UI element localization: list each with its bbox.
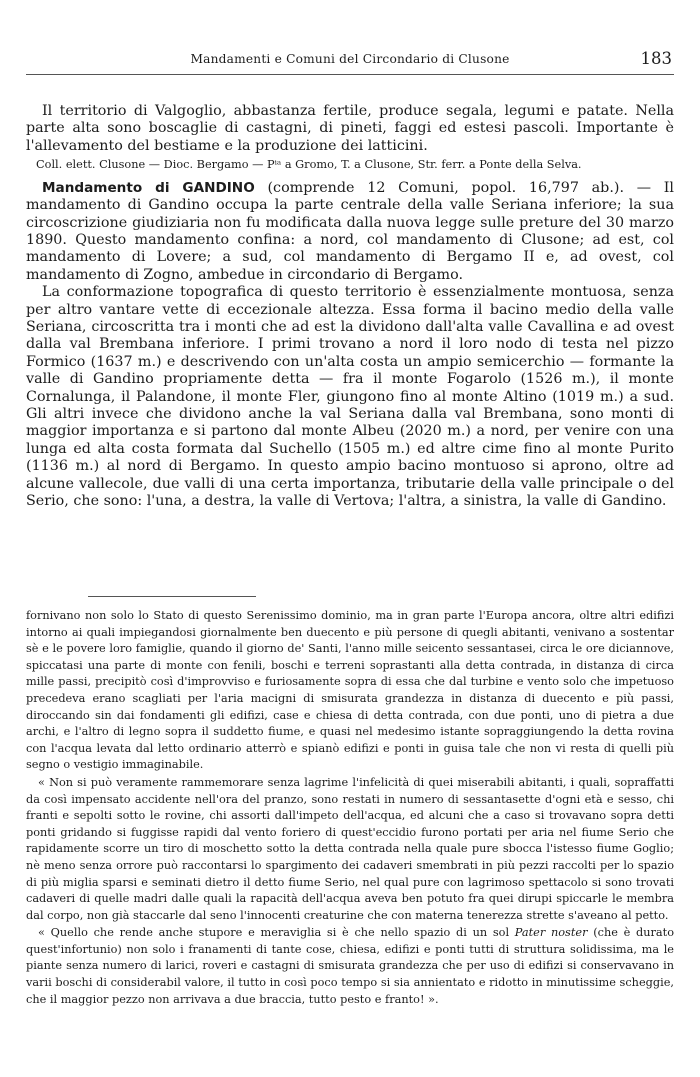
mandamento-paragraph [26, 180, 674, 284]
footnote-3-end: (che è durato quest'infortunio) non solo i franamenti di tante cose, chiesa, edifizi e ponti tutti di struttura solidissima, ma le piante senza numero di larici, roveri e castagni di smisurata grandezza che per uso di edifizi si conservavano in varii boschi di considerabil valore, il tutto in così poco tempo si sia annientato e ridotto in minutissime scheggie, che il maggior pezzo non arrivava a due braccia, tutto pesto e franto! ». [26, 926, 675, 1006]
book-page [26, 49, 675, 1058]
mandamento-description: (comprende 12 Comuni, popol. 16,797 ab.). — Il mandamento di Gandino occupa la parte centrale della valle Seriana inferiore; la sua circoscrizione giudiziaria non fu modificata dalla nuova legge sulle preture del 30 marzo 1890. Questo mandamento confina: a nord, col mandamento di Clusone; ad est, col mandamento di Lovere; a sud, col mandamento di Bergamo II e, ad ovest, col mandamento di Zogno, ambedue in circondario di Bergamo. [26, 179, 674, 283]
running-title: Mandamenti e Comuni del Circondario di Clusone [190, 52, 510, 66]
footnote-paragraph-2: « Non si può veramente rammemorare senza lagrime l'infelicità di quei miserabili abitanti, i quali, sopraffatti da così impensato accidente nell'ora del pranzo, sono restati in numero di sessantasette d'ogni età e sesso, chi franti e sepolti sotto le rovine, chi assorti dall'impeto dell'acqua, ed alcuni che a caso si trovavano sopra detti ponti gridando si fuggisse rapidi dal vento foriero di quest'eccidio furono portati per aria nel fiume Serio che rapidamente scorre un tiro di moschetto sotto la detta contrada nella quale pure sbocca l'istesso fiume Goglio; nè meno senza orrore può raccontarsi lo spargimento dei cadaveri smembrati in più pezzi raccolti per lo spazio di più miglia sparsi e seminati dietro il detto fiume Serio, nel qual pure con lagrimoso spettacolo si sono trovati cadaveri di quelle madri dalle quali la rapacità dell'acqua aveva ben potuto fra quei dirupi spiccarle le membra dal corpo, non già staccarle dal seno l'innocenti creaturine che con materna tenerezza strette s'aveano al petto. [26, 775, 674, 922]
main-text [26, 103, 674, 510]
footnote-paragraph-3 [26, 925, 674, 1008]
footnote-3-start: « Quello che rende anche stupore e meraviglia si è che nello spazio di un sol [38, 926, 515, 940]
topography-paragraph: La conformazione topografica di questo territorio è essenzialmente montuosa, senza per altro vantare vette di eccezionale altezza. Essa forma il bacino medio della valle Seriana, circoscritta tra i monti che ad est la dividono dall'alta valle Cavallina e ad ovest dalla val Brembana inferiore. I primi trovano a nord il loro nodo di testa nel pizzo Formico (1637 m.) e descrivendo con un'alta costa un ampio semicerchio — formante la valle di Gandino propriamente detta — fra il monte Fogarolo (1526 m.), il monte Cornalunga, il Palandone, il monte Fler, giungono fino al monte Altino (1019 m.) a sud. Gli altri invece che dividono anche la val Seriana dalla val Brembana, sono monti di maggior importanza e si partono dal monte Albeu (2020 m.) a nord, per venire con una lunga ed alta costa formata dal Suchello (1505 m.) ed altre cime fino al monte Purito (1136 m.) al nord di Bergamo. In questo ampio bacino montuoso si aprono, oltre ad alcune vallecole, due valli di una certa importanza, tributarie della valle principale o del Serio, che sono: l'una, a destra, la valle di Vertova; l'altra, a sinistra, la valle di Gandino. [26, 284, 674, 510]
electoral-info-line: Coll. elett. Clusone — Dioc. Bergamo — Pⁱᵃ a Gromo, T. a Clusone, Str. ferr. a Ponte della Selva. [36, 158, 582, 172]
running-header [26, 49, 674, 75]
footnote-separator [88, 596, 256, 597]
pater-noster-italic: Pater noster [514, 926, 588, 940]
intro-paragraph: Il territorio di Valgoglio, abbastanza fertile, produce segala, legumi e patate. Nella parte alta sono boscaglie di castagni, di pineti, faggi ed estesi pascoli. Importante è l'allevamento del bestiame e la produzione dei latticini. [26, 103, 674, 154]
footnotes [26, 608, 674, 1009]
footnote-paragraph-1: fornivano non solo lo Stato di questo Serenissimo dominio, ma in gran parte l'Europa ancora, oltre altri edifizi intorno ai quali impiegandosi giornalmente ben duecento e più persone di quegli abitanti, venivano a sostentar sè e le povere loro famiglie, quando il giorno de' Santi, l'anno mille seicento sessantasei, circa le ore diciannove, spiccatasi una parte di monte con fenili, boschi e terreni soprastanti alla detta contrada, in distanza di circa mille passi, precipitò così d'improvviso e furiosamente sopra di essa che dal turbine e vento solo che impetuoso precedeva erano scagliati per l'aria macigni di smisurata grandezza in distanza di duecento e più passi, diroccando sin dai fondamenti gli edifizi, case e chiesa di detta contrada, con due ponti, uno di pietra a due archi, e l'altro di legno sopra il suddetto fiume, e quasi nel medesimo istante sopraggiungendo la detta rovina con l'acqua levata dal letto ordinario atterrò e spianò edifizi e ponti in guisa tale che non vi resta di quelli più segno o vestigio immaginabile. [26, 609, 674, 772]
mandamento-heading: Mandamento di GANDINO [42, 179, 255, 196]
page-number: 183 [640, 49, 672, 68]
